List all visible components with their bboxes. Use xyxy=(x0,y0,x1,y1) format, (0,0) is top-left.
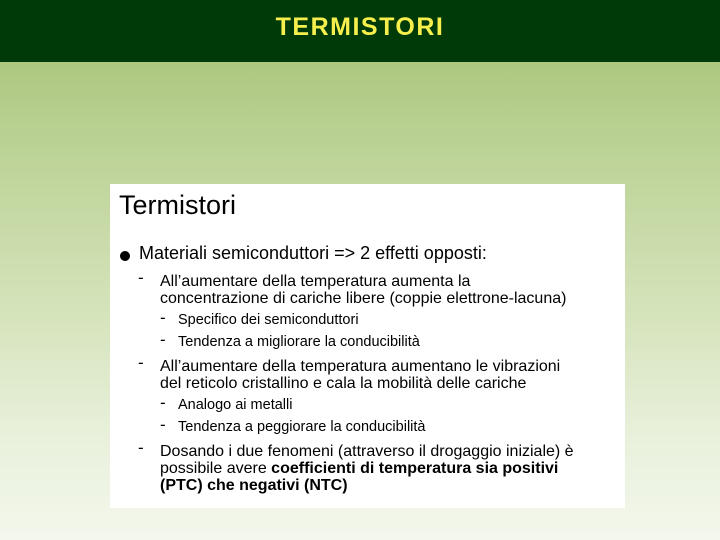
list-item-3-plain: possibile avere xyxy=(160,460,272,477)
dash-icon: - xyxy=(160,415,166,434)
list-item-2-line-1: All’aumentare della temperatura aumentano le vibrazioni xyxy=(160,358,561,375)
panel-heading: Termistori xyxy=(119,190,237,220)
sub-item: Tendenza a migliorare la conducibilità xyxy=(178,334,420,350)
list-item-1 xyxy=(160,273,566,307)
dash-icon: - xyxy=(138,268,144,287)
slide-title: TERMISTORI xyxy=(275,13,445,41)
dash-icon: - xyxy=(138,353,144,372)
list-item-3-line-3: (PTC) che negativi (NTC) xyxy=(160,477,348,494)
list-item-3-line-2 xyxy=(160,460,574,477)
sub-item: Specifico dei semiconduttori xyxy=(178,312,359,328)
list-item-1-line-2: concentrazione di cariche libere (coppie elettrone-lacuna) xyxy=(160,290,567,307)
content-panel xyxy=(110,184,625,508)
list-item-2 xyxy=(160,358,560,392)
list-item-3-bold: coefficienti di temperatura sia positivi xyxy=(271,460,559,477)
main-bullet: Materiali semiconduttori => 2 effetti opposti: xyxy=(139,243,487,263)
list-item-2-line-2: del reticolo cristallino e cala la mobilità delle cariche xyxy=(160,375,527,392)
title-bar xyxy=(0,0,720,62)
dash-icon: - xyxy=(160,330,166,349)
dash-icon: - xyxy=(138,438,144,457)
sub-item: Tendenza a peggiorare la conducibilità xyxy=(178,419,426,435)
sub-item: Analogo ai metalli xyxy=(178,397,293,413)
dash-icon: - xyxy=(160,308,166,327)
dash-icon: - xyxy=(160,393,166,412)
list-item-3-line-1: Dosando i due fenomeni (attraverso il drogaggio iniziale) è xyxy=(160,443,574,460)
bullet-dot-icon xyxy=(120,251,130,261)
list-item-3 xyxy=(160,443,574,494)
list-item-1-line-1: All’aumentare della temperatura aumenta la xyxy=(160,273,471,290)
